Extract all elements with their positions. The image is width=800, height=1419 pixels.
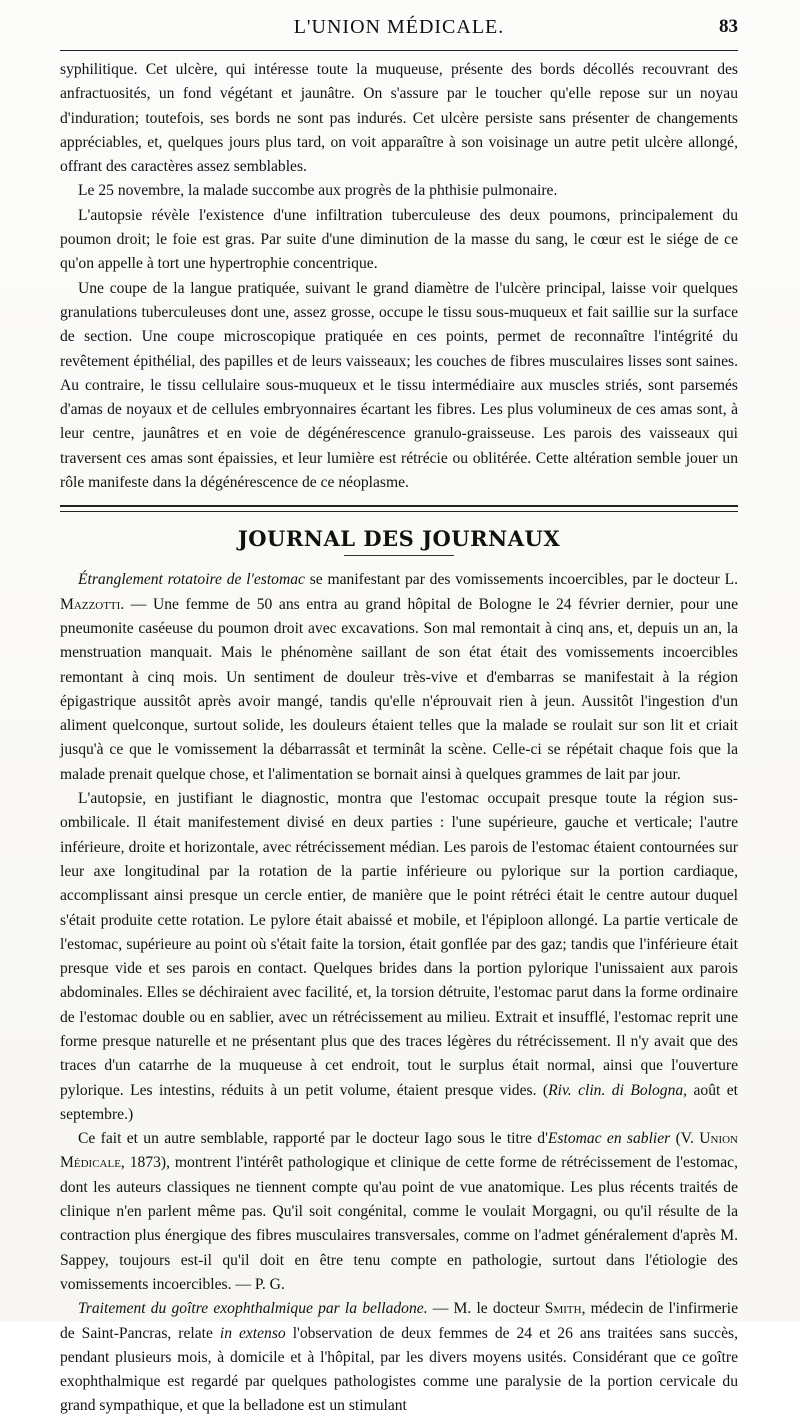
running-head: [60, 16, 738, 42]
article-goitre-c: l'observation de deux femmes de 24 et 26 ans traitées sans succès, pendant plusieurs mois, à domicile et à l'hôpital, par les divers moyens usités. Considérant que ce goître exophthalmique est regardé par quelques pathologistes comme une paralysie de la portion cervicale du grand sympathique, et que la belladone est un stimulant: [60, 1324, 738, 1415]
article-stomach-lead: se manifestant par des vomissements incoercibles, par le docteur L.: [304, 571, 739, 589]
article-stomach-cited-title: Estomac en sablier: [547, 1130, 671, 1148]
article-stomach-comment-b: (V.: [670, 1130, 700, 1148]
article-goitre-extenso: in extenso: [219, 1324, 286, 1342]
article-stomach-comment-c: , 1873), montrent l'intérêt pathologique et clinique de cette forme de rétrécissement de l'estomac, dont les auteurs classiques ne tiennent compte qu'au point de vue anatomique. Les plus récents traités de clinique n'en parlent même pas. Qu'il soit congénital, comme le voulait Morgagni, ou qu'il résulte de la contraction plus énergique des fibres musculaires transversales, comme on l'admet généralement d'après M. Sappey, toujours est-il qu'il doit en être tenu compte en pathologie, surtout dans l'étiologie des vomissements incoercibles. — P. G.: [60, 1154, 738, 1293]
section-title-rule: [344, 555, 454, 556]
paragraph-death: Le 25 novembre, la malade succombe aux progrès de la phthisie pulmonaire.: [78, 182, 558, 200]
paragraph-ulcer: syphilitique. Cet ulcère, qui intéresse toute la muqueuse, présente des bords décollés recouvrant des anfractuosités, un fond végétant et jaunâtre. On s'assure par le toucher qu'elle repose sur un noyau d'induration; toutefois, ses bords ne sont pas indurés. Cet ulcère persiste sans présenter de changements appréciables, et, quelques jours plus tard, on voit apparaître à son voisinage un autre petit ulcère allongé, offrant des caractères assez semblables.: [60, 61, 738, 176]
article-stomach-text: . — Une femme de 50 ans entra au grand hôpital de Bologne le 24 février dernier, pour une pneumonite caséeuse du poumon droit avec excavations. Son mal remontait à cinq ans, et, depuis un an, la menstruation manquait. Mais le phénomène saillant de son état était des vomissements incoercibles remontant à cinq mois. Un sentiment de douleur très-vive et d'embarras se manifestait à la région épigastrique aussitôt après avoir mangé, tandis qu'elle n'éprouvait rien à jeun. Aussitôt l'ingestion d'un aliment quelconque, surtout solide, les douleurs étaient telles que la malade se roulait sur son lit et criait jusqu'à ce que le vomissement la débarrassât et terminât la scène. Celle-ci se répétait chaque fois que la malade prenait quelque chose, et l'alimentation se bornait ainsi à quelques grammes de lait par jour.: [60, 595, 738, 783]
article-stomach-autopsy: [60, 787, 738, 1127]
section-divider: [60, 505, 738, 512]
article-stomach-autopsy-text: L'autopsie, en justifiant le diagnostic, montra que l'estomac occupait presque toute la région sus-ombilicale. Il était manifestement divisé en deux parties : l'une supérieure, gauche et verticale; l'autre inférieure, droite et horizontale, avec rétrécissement médian. Les parois de l'estomac étaient contournées sur leur axe longitudinal par la rotation de la partie inférieure ou pylorique sur la portion cardiaque, accomplissant ainsi presque un cercle entier, de manière que le point rétréci était le centre autour duquel s'était produite cette rotation. Le pylore était abaissé et mobile, et l'épiploon allongé. La partie verticale de l'estomac, supérieure au point où s'était faite la torsion, était gonflée par des gaz; tandis que l'inférieure était presque vide et ses parois en contact. Quelques brides dans la portion pylorique l'unissaient aux parois abdominales. Elles se déchiraient avec facilité, et, la torsion détruite, l'estomac parut dans la forme ordinaire de l'estomac double ou en sablier, avec un rétrécissement au milieu. Extrait et insufflé, l'estomac reprit une forme presque naturelle et ne présentant plus que des traces légères du rétrécissement. Il n'y avait que des traces d'un catarrhe de la muqueuse à cet endroit, tout le surplus était normal, ainsi que l'ouverture pylorique. Les intestins, réduits à un petit volume, étaient presque vides. (: [60, 790, 738, 1099]
article-stomach-comment-a: Ce fait et un autre semblable, rapporté par le docteur Iago sous le titre d': [78, 1130, 548, 1148]
article-goitre-author: Smith: [544, 1300, 582, 1318]
paragraph-autopsy: L'autopsie révèle l'existence d'une infiltration tuberculeuse des deux poumons, principalement du poumon droit; le foie est gras. Par suite d'une diminution de la masse du sang, le cœur est le siége de ce qu'on appelle à tort une hypertrophie concentrique.: [60, 206, 738, 273]
article-goitre: [60, 1297, 738, 1418]
section-title: JOURNAL DES JOURNAUX: [237, 526, 561, 552]
paragraph-tongue-section: Une coupe de la langue pratiquée, suivant le grand diamètre de l'ulcère principal, laisse voir quelques granulations tuberculeuses dont une, assez grosse, occupe le tissu sous-muqueux et fait saillie sur la surface de section. Une coupe microscopique pratiquée en ces points, permet de reconnaître l'intégrité du revêtement épithélial, des papilles et de leurs vaisseaux; les couches de fibres musculaires lisses sont saines. Au contraire, le tissu cellulaire sous-muqueux et le tissu intermédiaire aux muscles striés, sont parsemés d'amas de noyaux et de cellules embryonnaires écartant les fibres. Les plus volumineux de ces amas sont, à leur centre, jaunâtres et en voie de dégénérescence granulo-graisseuse. Les parois des vaisseaux qui traversent ces amas sont épaissies, et leur lumière est rétrécie ou oblitérée. Cette altération semble jouer un rôle manifeste dans la dégénérescence de ce néoplasme.: [60, 279, 738, 492]
article-goitre-b: , médecin de l'infirmerie de Saint-Pancras, relate: [60, 1300, 738, 1342]
article-stomach-title: Étranglement rotatoire de l'estomac: [78, 571, 305, 589]
article-goitre-title: Traitement du goître exophthalmique par la belladone.: [78, 1300, 428, 1318]
article-stomach-comment: [60, 1127, 738, 1297]
article-goitre-a: — M. le docteur: [427, 1300, 545, 1318]
text-column: [60, 58, 738, 1419]
article-stomach-citation-date: , août et septembre.): [60, 1081, 739, 1123]
running-title: L'UNION MÉDICALE.: [293, 16, 505, 38]
article-stomach-intro: [60, 568, 738, 787]
article-stomach-author: Mazzotti: [60, 595, 121, 613]
page-number: 83: [719, 16, 738, 37]
header-rule: [60, 50, 738, 51]
article-stomach-journal: Union Médicale: [60, 1130, 738, 1172]
article-stomach-citation: Riv. clin. di Bologna: [548, 1081, 684, 1099]
